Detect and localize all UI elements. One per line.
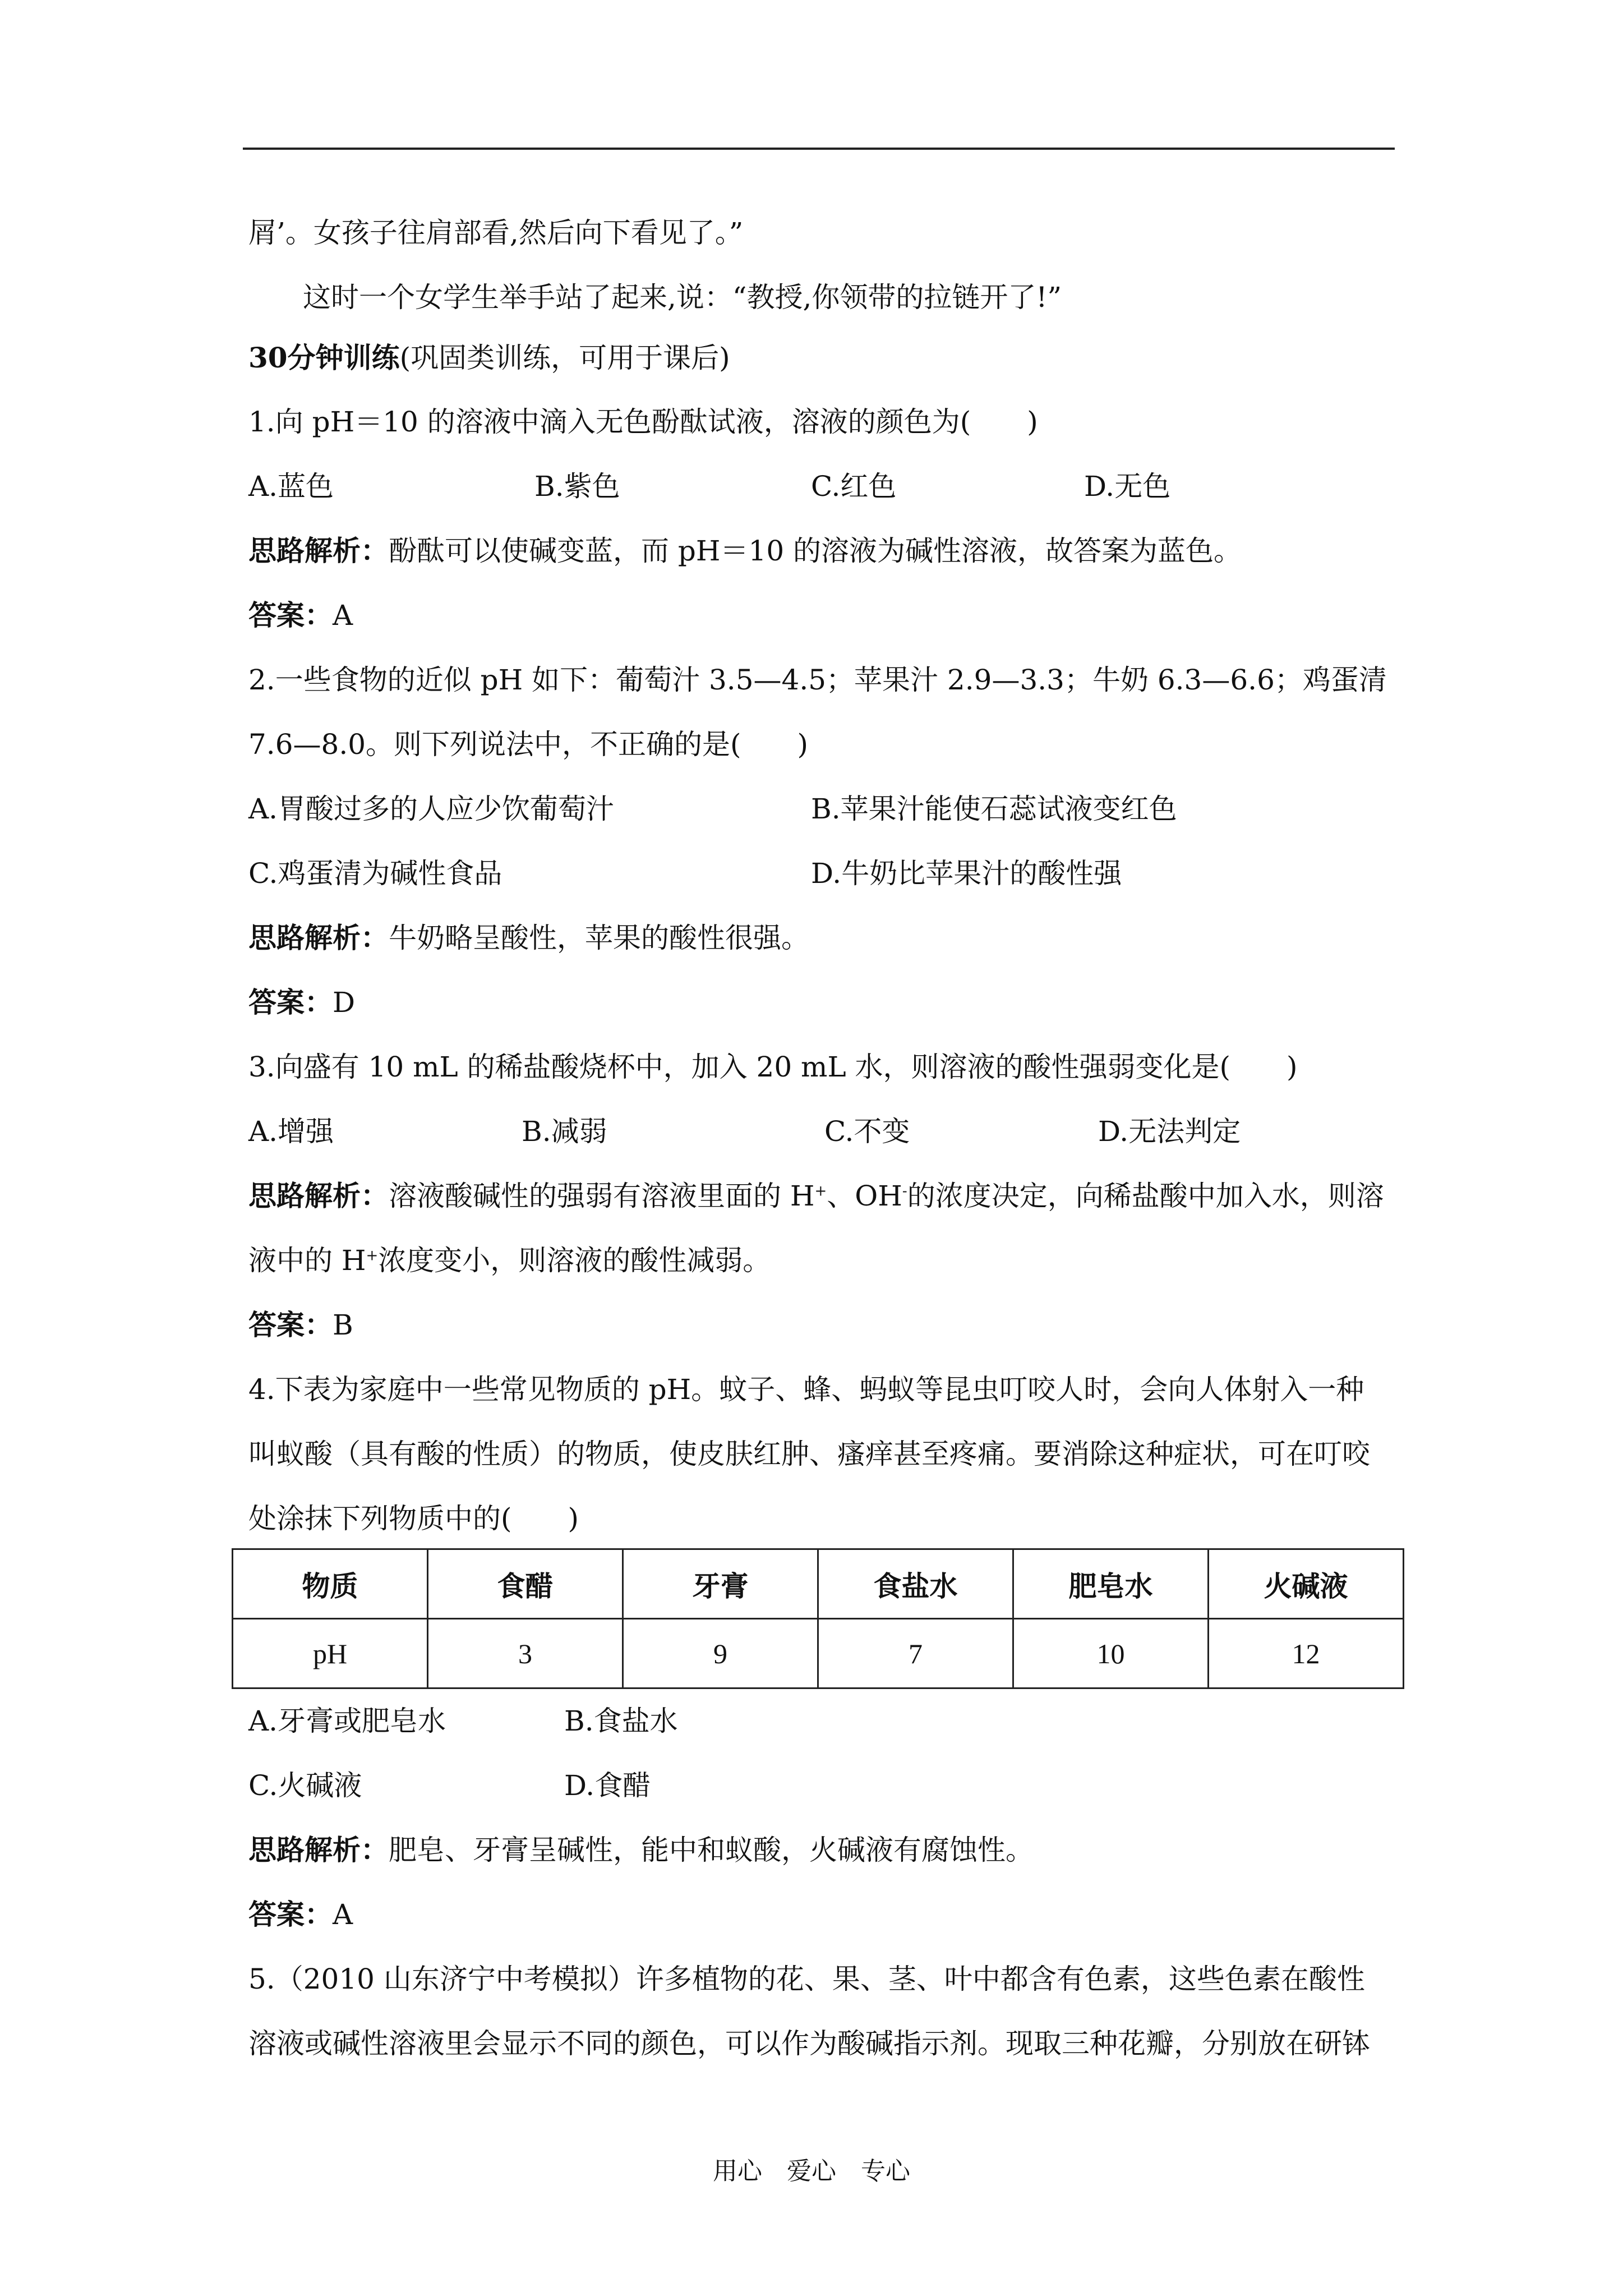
q2-analysis: [248, 921, 1395, 955]
q5-stem-line-2: 溶液或碱性溶液里会显示不同的颜色，可以作为酸碱指示剂。现取三种花瓣，分别放在研钵: [248, 2027, 1370, 2060]
q2-answer: [248, 986, 1395, 1019]
q4-answer: [248, 1898, 1395, 1931]
q3-answer: [248, 1308, 1395, 1342]
q2-option-d: D.牛奶比苹果汁的酸性强: [811, 857, 1122, 890]
q1-analysis-label: 思路解析：: [248, 534, 389, 567]
q3-analysis-l2-b: 浓度变小，则溶液的酸性减弱。: [378, 1244, 771, 1277]
q3-option-a: A.增强: [248, 1115, 334, 1148]
ph-table-value-row: [233, 1619, 1404, 1688]
ph-table-header-cell: 食醋: [428, 1549, 623, 1619]
q4-option-b: B.食盐水: [564, 1705, 678, 1737]
q4-stem-line-1: 4.下表为家庭中一些常见物质的 pH。蚊子、蜂、蚂蚁等昆虫叮咬人时，会向人体射入一种: [248, 1373, 1364, 1406]
intro-line-2: 这时一个女学生举手站了起来,说：“教授,你领带的拉链开了!”: [303, 281, 1062, 314]
ph-table-value-cell: 10: [1013, 1619, 1209, 1688]
q2-answer-value: D: [333, 986, 356, 1019]
ph-table-header-cell: 肥皂水: [1013, 1549, 1209, 1619]
q3-option-d: D.无法判定: [1098, 1115, 1241, 1148]
q2-option-a: A.胃酸过多的人应少饮葡萄汁: [248, 793, 615, 825]
q1-option-d: D.无色: [1084, 470, 1171, 503]
q4-stem-line-2: 叫蚁酸（具有酸的性质）的物质，使皮肤红肿、瘙痒甚至疼痛。要消除这种症状，可在叮咬: [248, 1438, 1370, 1470]
ph-table-header-cell: 牙膏: [623, 1549, 818, 1619]
q5-stem-line-1: 5.（2010 山东济宁中考模拟）许多植物的花、果、茎、叶中都含有色素，这些色素在酸性: [248, 1963, 1365, 1995]
q3-analysis-label: 思路解析：: [248, 1179, 389, 1212]
q4-analysis-text: 肥皂、牙膏呈碱性，能中和蚁酸，火碱液有腐蚀性。: [389, 1834, 1034, 1866]
q4-stem-line-3: 处涂抹下列物质中的( ): [248, 1502, 579, 1535]
q1-answer: [248, 599, 1395, 632]
q1-analysis: [248, 534, 1395, 568]
page-footer: 用心 爱心 专心: [713, 2157, 910, 2185]
section-title: 30分钟训练: [248, 341, 400, 374]
ph-table-header-row: [233, 1549, 1404, 1619]
q3-analysis-sup-2: -: [902, 1182, 907, 1200]
q3-analysis-text-b: 、OH: [827, 1180, 902, 1212]
q1-answer-label: 答案：: [248, 599, 333, 632]
header-rule: [243, 148, 1395, 150]
q4-analysis-label: 思路解析：: [248, 1833, 389, 1866]
q4-answer-value: A: [333, 1898, 353, 1931]
q2-option-b: B.苹果汁能使石蕊试液变红色: [811, 793, 1177, 825]
q2-analysis-label: 思路解析：: [248, 921, 389, 954]
q4-option-c: C.火碱液: [248, 1769, 362, 1802]
ph-table-value-cell: 9: [623, 1619, 818, 1688]
ph-table-header-cell: 物质: [233, 1549, 428, 1619]
q3-analysis-text-a: 溶液酸碱性的强弱有溶液里面的 H: [389, 1180, 815, 1212]
q2-stem-line-2: 7.6—8.0。则下列说法中，不正确的是( ): [248, 728, 809, 761]
q4-option-d: D.食醋: [564, 1769, 651, 1802]
q3-analysis-l2-sup: +: [366, 1247, 379, 1264]
q1-option-b: B.紫色: [534, 470, 620, 503]
ph-table-header-cell: 食盐水: [818, 1549, 1013, 1619]
q3-analysis-l2-a: 液中的 H: [248, 1244, 366, 1277]
ph-table-value-cell: 12: [1209, 1619, 1404, 1688]
ph-table-value-cell: 7: [818, 1619, 1013, 1688]
section-subtitle: (巩固类训练，可用于课后): [399, 342, 730, 374]
q4-option-a: A.牙膏或肥皂水: [248, 1705, 446, 1737]
q3-analysis-text-c: 的浓度决定，向稀盐酸中加入水，则溶: [907, 1180, 1384, 1212]
q3-analysis-line-1: [248, 1179, 1395, 1213]
intro-line-1: 屑’。女孩子往肩部看,然后向下看见了。”: [248, 217, 744, 249]
q1-stem: 1.向 pH＝10 的溶液中滴入无色酚酞试液，溶液的颜色为( ): [248, 406, 1038, 438]
q1-option-c: C.红色: [811, 470, 897, 503]
q2-answer-label: 答案：: [248, 986, 333, 1019]
q3-option-c: C.不变: [824, 1115, 910, 1148]
q3-analysis-line-2: [248, 1244, 1395, 1277]
ph-table: [232, 1548, 1404, 1689]
q2-analysis-text: 牛奶略呈酸性，苹果的酸性很强。: [389, 922, 809, 954]
q3-answer-label: 答案：: [248, 1308, 333, 1341]
q1-answer-value: A: [333, 599, 353, 632]
q3-answer-value: B: [333, 1309, 353, 1341]
ph-table-header-cell: 火碱液: [1209, 1549, 1404, 1619]
q4-answer-label: 答案：: [248, 1898, 333, 1931]
q2-option-c: C.鸡蛋清为碱性食品: [248, 857, 502, 890]
q3-analysis-sup-1: +: [814, 1182, 827, 1200]
q1-analysis-text: 酚酞可以使碱变蓝，而 pH＝10 的溶液为碱性溶液，故答案为蓝色。: [389, 535, 1242, 567]
q1-option-a: A.蓝色: [248, 470, 334, 503]
q2-stem-line-1: 2.一些食物的近似 pH 如下：葡萄汁 3.5—4.5；苹果汁 2.9—3.3；牛奶 6.3—6.6；鸡蛋清: [248, 664, 1387, 696]
ph-table-value-cell: pH: [233, 1619, 428, 1688]
q3-stem: 3.向盛有 10 mL 的稀盐酸烧杯中，加入 20 mL 水，则溶液的酸性强弱变化是( ): [248, 1051, 1298, 1083]
section-heading: [248, 341, 1395, 375]
ph-table-value-cell: 3: [428, 1619, 623, 1688]
q4-analysis: [248, 1833, 1395, 1867]
q3-option-b: B.减弱: [522, 1115, 607, 1148]
